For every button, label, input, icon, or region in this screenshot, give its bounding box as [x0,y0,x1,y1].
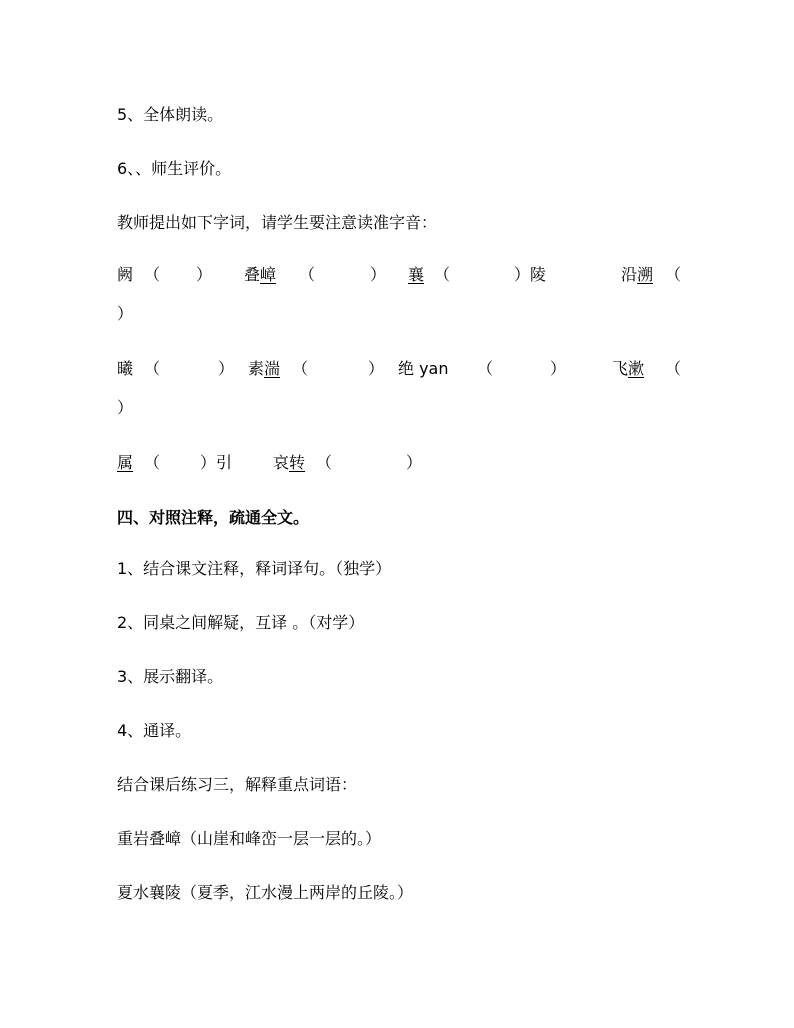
word-underlined-part: 漱 [628,359,645,378]
word-underlined-part: 湍 [264,359,281,378]
section-4-step-2: 2、同桌之间解疑，互译 。（对学） [117,613,365,632]
paren-close-yin: ）引 [200,453,233,472]
word-sutuan [248,359,280,379]
word-part: 哀 [273,453,290,472]
paren-open: （ [292,359,309,378]
paren-open: （ [665,265,682,284]
word-part: 叠 [244,265,261,284]
exercise-intro: 结合课后练习三，解释重点词语： [117,775,358,794]
step-6: 6、、师生评价。 [117,159,232,178]
word-zhu: 属 [117,453,134,472]
paren-open: （ [477,359,494,378]
word-xiang: 襄 [408,265,425,284]
word-jueyan: 绝 yan [398,359,449,378]
word-xi: 曦 [117,359,134,378]
word-underlined-part: 转 [289,453,306,472]
section-4-step-4: 4、通译。 [117,721,192,740]
word-part: 沿 [621,265,638,284]
word-yansu [621,265,653,285]
word-diezhang [244,265,276,285]
word-underlined-part: 溯 [637,265,654,284]
paren-close-wrap: ） [117,398,134,417]
section-4-step-1: 1、结合课文注释，释词译句。（独学） [117,559,392,578]
paren-close: ） [218,359,235,378]
word-aizhuan [273,453,305,473]
paren-open: （ [144,265,161,284]
section-4-heading: 四、对照注释，疏通全文。 [117,508,310,527]
term-2: 夏水襄陵（夏季，江水漫上两岸的丘陵。） [117,883,414,902]
teacher-intro: 教师提出如下字词，请学生要注意读准字音： [117,213,438,232]
section-4-step-3: 3、展示翻译。 [117,667,224,686]
paren-close: ） [196,265,213,284]
paren-close: ） [370,265,387,284]
paren-close: ） [368,359,385,378]
word-underlined-part: 嶂 [260,265,277,284]
word-que: 阙 [117,265,134,284]
word-part: 素 [248,359,265,378]
paren-close-ling: ）陵 [514,265,547,284]
step-5: 5、全体朗读。 [117,105,224,124]
word-part: 飞 [612,359,629,378]
paren-open: （ [144,359,161,378]
paren-close-wrap: ） [117,304,134,323]
paren-open: （ [665,359,682,378]
paren-open: （ [299,265,316,284]
paren-close: ） [550,359,567,378]
paren-open: （ [316,453,333,472]
word-feishu [612,359,644,379]
term-1: 重岩叠嶂（山崖和峰峦一层一层的。） [117,829,382,848]
paren-close: ） [406,453,423,472]
paren-open: （ [144,453,161,472]
paren-open: （ [434,265,451,284]
